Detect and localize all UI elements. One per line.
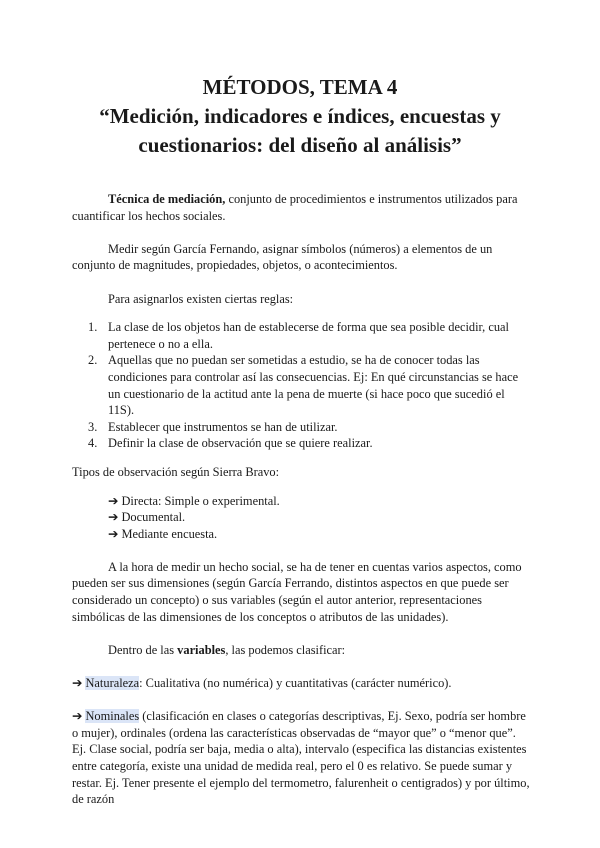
rules-list xyxy=(72,319,532,452)
term-tecnica: Técnica de mediación, xyxy=(108,192,226,206)
list-item-number: 4. xyxy=(88,436,98,451)
document-subtitle-line-1: “Medición, indicadores e índices, encuestas y xyxy=(99,104,501,128)
paragraph-variables-pre: Dentro de las xyxy=(108,642,178,657)
list-item xyxy=(72,319,532,352)
list-item-number: 2. xyxy=(88,353,98,368)
list-item-text: Definir la clase de observación que se quiere realizar. xyxy=(108,436,373,451)
list-item xyxy=(72,419,532,436)
list-item-number: 1. xyxy=(88,320,98,335)
arrow-icon: ➔ xyxy=(72,676,86,691)
list-item-text: Establecer que instrumentos se han de utilizar. xyxy=(108,419,338,434)
paragraph-reglas: Para asignarlos existen ciertas reglas: xyxy=(108,291,294,306)
paragraph-tecnica xyxy=(72,191,532,224)
list-item: ➔ Documental. xyxy=(108,510,186,525)
paragraph-naturaleza-text: : Cualitativa (no numérica) y cuantitativas (carácter numérico). xyxy=(139,676,452,691)
list-item xyxy=(72,435,532,452)
highlight-nominales: Nominales xyxy=(85,709,140,724)
document-body xyxy=(72,191,532,808)
list-item xyxy=(72,352,532,418)
list-item-number: 3. xyxy=(88,419,98,434)
highlight-naturaleza: Naturaleza xyxy=(85,676,140,691)
document-subtitle-line-2: cuestionarios: del diseño al análisis” xyxy=(138,133,462,157)
paragraph-nominales-text: (clasificación en clases o categorías descriptivas, Ej. Sexo, podría ser hombre o mujer), ordinales (ordena las características observadas de “mayor que” o “menor que”. Ej. Clase social, podría ser baja, media o alta), intervalo (especifica las distancias existentes entre categoría, existe una unidad de medida real, pero el 0 es relativo. Se puede sumar y restar. Ej. Tener presente el ejemplo del termometro, falurenheit o centigrados) y por último, de razón xyxy=(72,709,530,807)
paragraph-tipos-observacion: Tipos de observación según Sierra Bravo: xyxy=(72,464,280,479)
paragraph-tecnica-text: conjunto de procedimientos e instrumentos utilizados para cuantificar los hechos sociales. xyxy=(72,192,518,223)
list-item: ➔ Mediante encuesta. xyxy=(108,526,218,541)
paragraph-naturaleza xyxy=(72,675,532,692)
paragraph-variables xyxy=(72,642,532,659)
document-title: MÉTODOS, TEMA 4 xyxy=(202,75,398,99)
paragraph-medir-hecho-social: A la hora de medir un hecho social, se ha de tener en cuentas varios aspectos, como pueden ser sus dimensiones (según García Ferrando, distintos aspectos en que puede ser considerado un concepto) o sus variables (según el autor anterior, representaciones simbólicas de las dimensiones de los conceptos o atributos de las unidades). xyxy=(72,559,522,624)
term-variables: variables xyxy=(177,642,226,657)
paragraph-medir: Medir según García Fernando, asignar símbolos (números) a elementos de un conjunto de magnitudes, propiedades, objetos, o acontecimientos. xyxy=(72,241,493,273)
list-item-text: La clase de los objetos han de establecerse de forma que sea posible decidir, cual pertenece o no a ella. xyxy=(108,320,510,351)
arrow-icon: ➔ xyxy=(72,709,86,724)
paragraph-nominales xyxy=(72,708,532,808)
observacion-list xyxy=(72,493,532,543)
paragraph-variables-post: , las podemos clasificar: xyxy=(225,642,346,657)
list-item-text: Aquellas que no puedan ser sometidas a estudio, se ha de conocer todas las condiciones para controlar así las consecuencias. Ej: En qué circunstancias se hace un cuestionario de la actitud ante la pena de muerte (si hace poco que sucedió el 11S). xyxy=(108,353,519,418)
list-item: ➔ Directa: Simple o experimental. xyxy=(108,493,280,508)
